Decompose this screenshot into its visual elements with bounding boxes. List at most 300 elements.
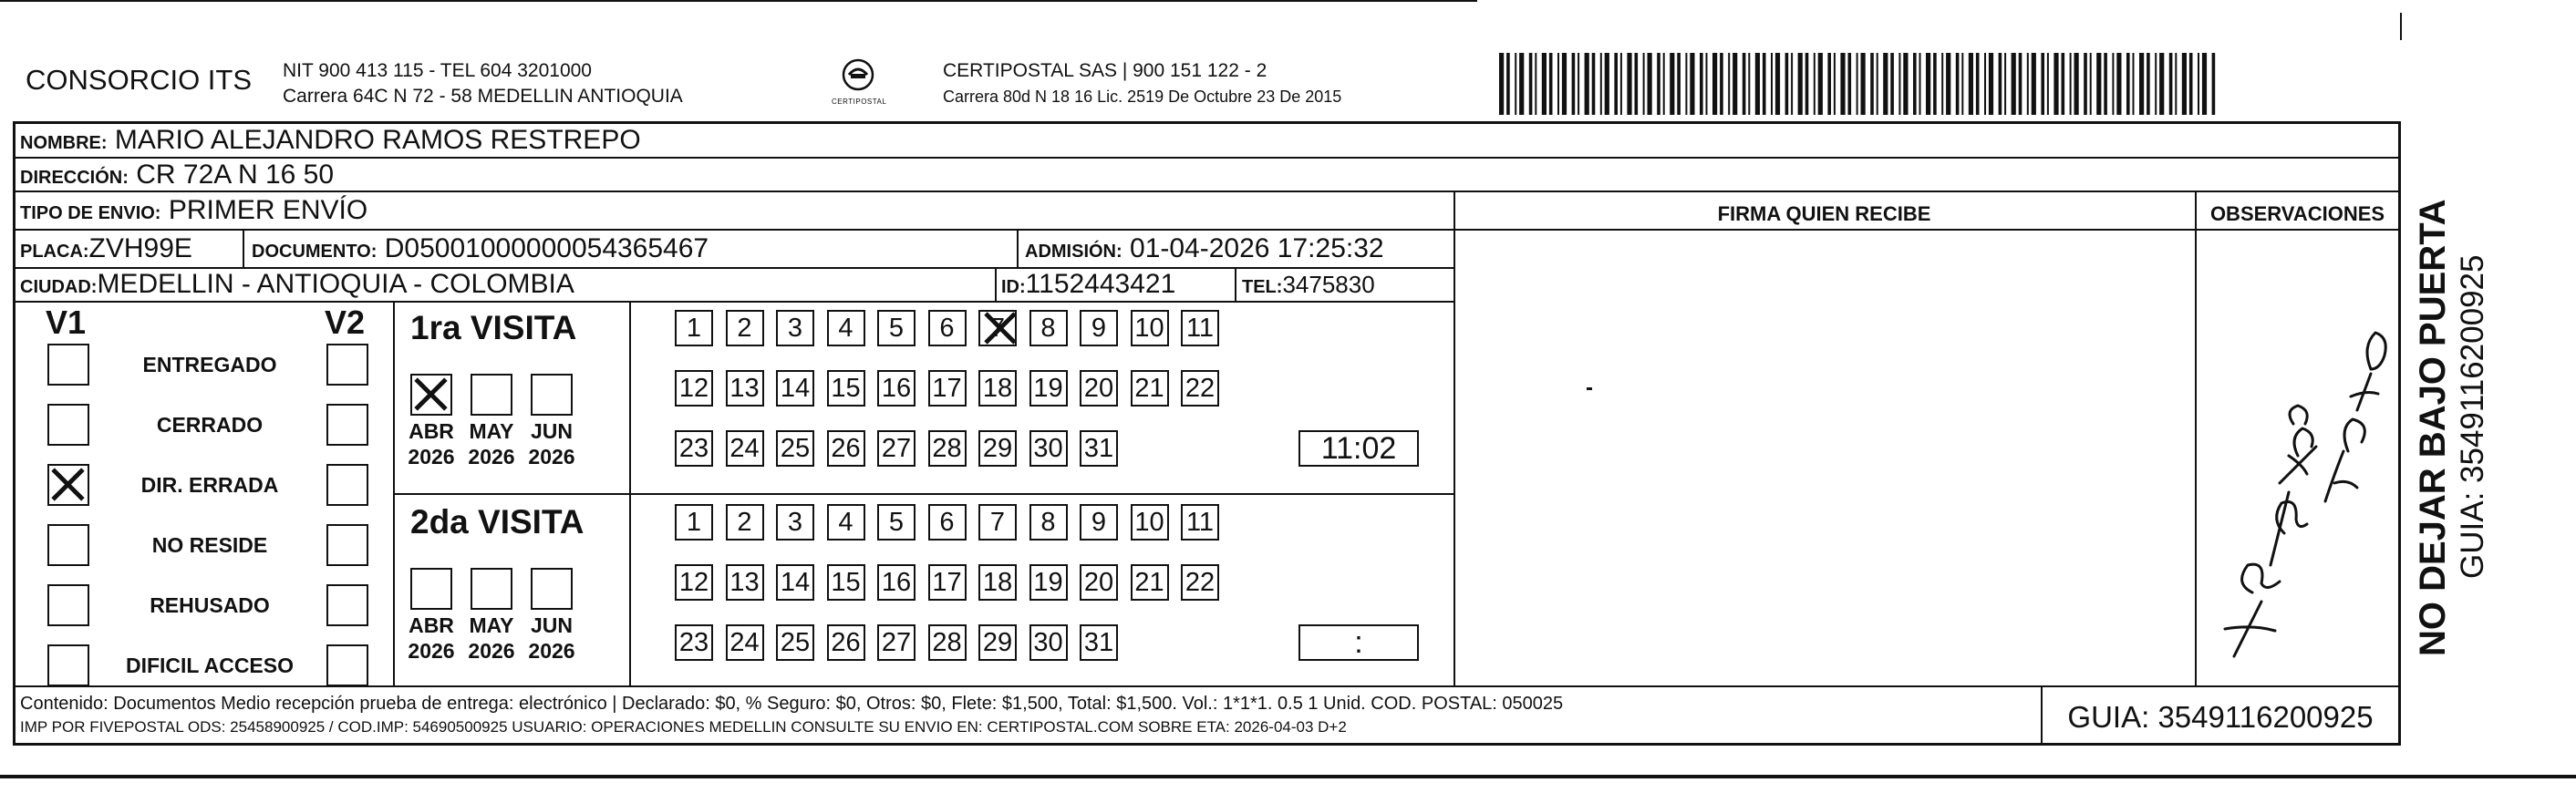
barcode-bar	[1926, 53, 1930, 115]
visit2-day-cell[interactable]	[726, 564, 764, 601]
barcode-bar	[1620, 53, 1622, 115]
type-label: TIPO DE ENVIO:	[20, 203, 161, 223]
visit2-day-cell[interactable]	[1029, 564, 1068, 601]
visit2-month-checkbox[interactable]	[410, 568, 452, 610]
visit1-day-cell[interactable]	[1029, 310, 1068, 346]
barcode-bar	[2074, 53, 2079, 115]
name-row	[20, 127, 641, 154]
visit2-day-cell[interactable]	[827, 624, 865, 661]
visit1-day-cell[interactable]	[928, 310, 967, 346]
barcode-bar	[1870, 53, 1874, 115]
visit2-day-number: 3	[787, 507, 803, 537]
barcode-bar	[1706, 53, 1708, 115]
plate-doc-rule	[243, 229, 244, 267]
side-guia: GUIA: 3549116200925	[2455, 254, 2490, 579]
visit1-visit2-rule	[393, 493, 1455, 495]
visit1-day-cell[interactable]	[1181, 310, 1219, 346]
bottom-border	[0, 775, 2576, 778]
barcode-bar	[2096, 53, 2101, 115]
barcode-bar	[1515, 53, 1516, 115]
visit2-month-label: ABR	[409, 613, 454, 637]
visit2-day-number: 2	[737, 507, 752, 537]
barcode-bar	[1677, 53, 1681, 115]
v1-checkbox[interactable]	[47, 524, 89, 566]
admission-label: ADMISIÓN:	[1025, 242, 1122, 262]
visit1-day-cell[interactable]	[1029, 430, 1068, 467]
visit2-day-number: 30	[1033, 627, 1063, 657]
visit1-day-number: 14	[780, 373, 811, 403]
visit2-day-number: 16	[881, 567, 912, 597]
barcode-bar	[2198, 53, 2199, 115]
barcode-bar	[1999, 53, 2002, 115]
visit2-time-box[interactable]: :	[1298, 624, 1419, 661]
visit2-day-cell[interactable]	[675, 504, 713, 541]
barcode-bar	[1506, 53, 1510, 115]
tel-value: 3475830	[1282, 271, 1375, 298]
barcode-bar	[1861, 53, 1866, 115]
nit-line: NIT 900 413 115 - TEL 604 3201000	[283, 60, 592, 81]
barcode-bar	[1961, 53, 1963, 115]
visit1-day-cell[interactable]	[726, 430, 764, 467]
v2-checkbox[interactable]	[326, 644, 368, 686]
visit1-day-cell[interactable]	[1131, 370, 1169, 407]
visit1-year-label: 2026	[528, 445, 575, 469]
visit2-day-number: 24	[729, 627, 760, 657]
barcode-bar	[1712, 53, 1717, 115]
license-line: Carrera 80d N 18 16 Lic. 2519 De Octubre 23 De 2015	[943, 88, 1342, 106]
barcode-bar	[2012, 53, 2016, 115]
barcode-bar	[1827, 53, 1831, 115]
visit1-day-number: 25	[780, 433, 811, 463]
x-mark-icon	[412, 376, 450, 413]
visit1-day-cell[interactable]	[675, 310, 713, 346]
visit2-day-number: 29	[982, 627, 1013, 657]
visit1-day-number: 15	[831, 373, 861, 403]
barcode-bar	[2090, 53, 2092, 115]
v2-checkbox[interactable]	[326, 584, 368, 626]
footer-content-line: Contenido: Documentos Medio recepción prueba de entrega: electrónico | Declarado: $0, % Seguro: $0, Otros: $0, Flete: $1,500, Total: $1,500. Vol.: 1*1*1. 0.5 1 Unid. COD. POSTAL: 050025	[20, 694, 1564, 714]
visit2-day-cell[interactable]	[928, 504, 967, 541]
visit1-day-cell[interactable]	[1181, 370, 1219, 407]
barcode-bar	[2104, 53, 2107, 115]
visit2-day-cell[interactable]	[1131, 504, 1169, 541]
visit1-day-cell[interactable]	[978, 370, 1017, 407]
visit2-day-cell[interactable]	[1080, 504, 1118, 541]
barcode-bar	[1890, 53, 1894, 115]
visit1-month-label: ABR	[409, 419, 454, 443]
v2-checkbox[interactable]	[326, 404, 368, 446]
visit2-day-number: 12	[678, 567, 709, 597]
visit2-year-label: 2026	[528, 639, 575, 663]
barcode-bar	[1848, 53, 1852, 115]
v2-checkbox[interactable]	[326, 344, 368, 386]
visit2-day-cell[interactable]	[827, 504, 865, 541]
barcode-bar	[1814, 53, 1816, 115]
barcode-bar	[1733, 53, 1737, 115]
visit1-day-number: 10	[1134, 313, 1164, 343]
visit2-day-cell[interactable]	[928, 564, 967, 601]
id-label: ID:	[1001, 277, 1026, 297]
city-label: CIUDAD:	[20, 277, 98, 297]
visit1-month-checkbox[interactable]	[471, 374, 512, 416]
barcode-bar	[1818, 53, 1823, 115]
visit1-day-cell[interactable]	[827, 310, 865, 346]
visit2-day-number: 13	[729, 567, 760, 597]
observations-left-rule	[2195, 191, 2197, 687]
barcode-bar	[2084, 53, 2087, 115]
barcode-bar	[1913, 53, 1917, 115]
x-mark-icon	[49, 466, 87, 503]
visit1-day-number: 8	[1040, 313, 1056, 343]
visit2-day-cell[interactable]	[776, 624, 814, 661]
id-tel-rule	[1235, 267, 1236, 301]
row-sep-1	[13, 157, 2400, 159]
barcode-bar	[1572, 53, 1576, 115]
barcode-bar	[2032, 53, 2036, 115]
visit1-day-number: 18	[982, 373, 1013, 403]
visit1-day-number: 28	[932, 433, 962, 463]
visit1-day-cell[interactable]	[1080, 430, 1118, 467]
barcode-bar	[2062, 53, 2065, 115]
barcode-bar	[2027, 53, 2029, 115]
admission-value: 01-04-2026 17:25:32	[1130, 233, 1384, 263]
visit2-day-cell[interactable]	[1029, 624, 1068, 661]
barcode-bar	[1834, 53, 1836, 115]
status-label: REHUSADO	[150, 593, 270, 617]
name-value: MARIO ALEJANDRO RAMOS RESTREPO	[114, 125, 641, 155]
visit2-day-cell[interactable]	[1029, 504, 1068, 541]
visit1-time-box[interactable]: 11:02	[1298, 430, 1419, 467]
v1-checkbox[interactable]	[47, 404, 89, 446]
visit2-day-cell[interactable]	[1131, 564, 1169, 601]
status-label: CERRADO	[156, 413, 264, 437]
visit1-day-number: 16	[881, 373, 912, 403]
visit2-day-cell[interactable]	[928, 624, 967, 661]
visit2-day-cell[interactable]	[827, 564, 865, 601]
visit2-day-number: 1	[686, 507, 702, 537]
v2-label: V2	[325, 304, 366, 341]
status-label: NO RESIDE	[151, 533, 268, 557]
visit1-day-cell[interactable]	[1131, 310, 1169, 346]
visit2-day-cell[interactable]	[1181, 504, 1219, 541]
visit1-month-label: JUN	[530, 419, 573, 443]
visit2-day-cell[interactable]	[726, 624, 764, 661]
visit1-day-number: 4	[838, 313, 853, 343]
visit1-year-label: 2026	[408, 445, 455, 469]
visit1-day-cell[interactable]	[877, 430, 916, 467]
plate-label: PLACA:	[20, 242, 89, 262]
visit1-day-number: 9	[1091, 313, 1107, 343]
barcode-bar	[1578, 53, 1579, 115]
visit1-day-cell[interactable]	[1080, 370, 1118, 407]
visit2-day-number: 4	[838, 507, 853, 537]
type-value: PRIMER ENVÍO	[168, 195, 368, 225]
visit1-day-cell[interactable]	[776, 310, 814, 346]
barcode-bar	[1585, 53, 1589, 115]
barcode-bar	[2155, 53, 2157, 115]
visit2-day-number: 17	[932, 567, 962, 597]
visit2-day-number: 22	[1185, 567, 1216, 597]
visit1-day-number: 13	[729, 373, 760, 403]
barcode	[1495, 53, 2225, 115]
barcode-bar	[1600, 53, 1602, 115]
visit2-day-number: 23	[678, 627, 709, 657]
certipostal-logo	[832, 57, 885, 106]
barcode-bar	[1614, 53, 1618, 115]
barcode-bar	[1663, 53, 1665, 115]
visit2-day-number: 6	[939, 507, 955, 537]
barcode-bar	[1519, 53, 1524, 115]
plate-field	[20, 235, 192, 263]
visit2-day-cell[interactable]	[978, 564, 1017, 601]
visit1-day-number: 20	[1083, 373, 1114, 403]
visit2-day-cell[interactable]	[877, 504, 916, 541]
doc-admission-rule	[1017, 229, 1019, 267]
visit2-day-number: 27	[881, 627, 912, 657]
v1-checkbox[interactable]	[47, 584, 89, 626]
barcode-bar	[2182, 53, 2187, 115]
tel-label: TEL:	[1242, 277, 1283, 297]
barcode-bar	[1748, 53, 1750, 115]
barcode-bar	[2054, 53, 2058, 115]
visit2-day-number: 8	[1040, 507, 1056, 537]
visit1-day-number: 31	[1083, 433, 1114, 463]
barcode-bar	[1648, 53, 1652, 115]
visit1-day-cell[interactable]	[877, 310, 916, 346]
guia-box: GUIA: 3549116200925	[2067, 700, 2374, 734]
visit2-day-number: 25	[780, 627, 811, 657]
top-right-tick	[2400, 13, 2402, 40]
barcode-bar	[2126, 53, 2130, 115]
visit1-day-cell[interactable]	[1080, 310, 1118, 346]
visit1-month-checkbox[interactable]	[410, 374, 452, 416]
status-label: ENTREGADO	[142, 353, 277, 376]
visit2-title: 2da VISITA	[410, 503, 585, 541]
logo-text: CERTIPOSTAL	[832, 98, 887, 106]
row-sep-5	[13, 301, 1455, 303]
signature-dot	[1587, 387, 1592, 390]
visit1-day-number: 22	[1185, 373, 1216, 403]
visit1-day-cell[interactable]	[827, 430, 865, 467]
barcode-bar	[1529, 53, 1533, 115]
visit1-day-number: 17	[932, 373, 962, 403]
carrier-line: CERTIPOSTAL SAS | 900 151 122 - 2	[943, 60, 1267, 81]
visit1-day-cell[interactable]	[675, 430, 713, 467]
visit1-day-cell[interactable]	[726, 310, 764, 346]
form-top-rule	[13, 121, 2400, 124]
visit2-day-number: 10	[1134, 507, 1164, 537]
visit2-day-cell[interactable]	[1080, 564, 1118, 601]
barcode-bar	[2175, 53, 2177, 115]
visit1-month-checkbox[interactable]	[531, 374, 573, 416]
barcode-bar	[1919, 53, 1921, 115]
visit1-day-number: 12	[678, 373, 709, 403]
barcode-bar	[1933, 53, 1937, 115]
barcode-bar	[1720, 53, 1723, 115]
visit2-month-label: JUN	[530, 613, 573, 637]
visit1-title: 1ra VISITA	[410, 309, 577, 346]
row-sep-2	[13, 191, 2400, 192]
visit2-day-number: 19	[1033, 567, 1063, 597]
side-warning: NO DEJAR BAJO PUERTA	[2413, 199, 2453, 656]
barcode-bar	[1557, 53, 1559, 115]
barcode-bar	[1969, 53, 1973, 115]
barcode-bar	[2139, 53, 2144, 115]
visit1-day-cell[interactable]	[978, 310, 1017, 346]
visit1-day-number: 19	[1033, 373, 1063, 403]
visit2-month-checkbox[interactable]	[531, 568, 573, 610]
visit2-month-checkbox[interactable]	[471, 568, 512, 610]
barcode-bar	[1877, 53, 1878, 115]
visit2-year-label: 2026	[408, 639, 455, 663]
visit1-day-cell[interactable]	[877, 370, 916, 407]
visit1-day-cell[interactable]	[928, 370, 967, 407]
v1-label: V1	[46, 304, 87, 341]
visit1-day-cell[interactable]	[776, 430, 814, 467]
barcode-bar	[1549, 53, 1553, 115]
visit1-day-cell[interactable]	[1029, 370, 1068, 407]
barcode-graphic	[1495, 53, 2225, 115]
visit2-day-cell[interactable]	[978, 504, 1017, 541]
address-label: DIRECCIÓN:	[20, 168, 129, 188]
visit1-day-cell[interactable]	[776, 370, 814, 407]
barcode-bar	[1542, 53, 1547, 115]
visit2-day-cell[interactable]	[978, 624, 1017, 661]
barcode-bar	[1690, 53, 1694, 115]
barcode-bar	[2041, 53, 2044, 115]
barcode-bar	[1763, 53, 1766, 115]
barcode-bar	[1627, 53, 1631, 115]
barcode-bar	[2212, 53, 2216, 115]
visit1-month-label: MAY	[469, 419, 514, 443]
barcode-bar	[1785, 53, 1789, 115]
form-bottom-rule	[13, 743, 2401, 746]
barcode-bar	[2202, 53, 2207, 115]
visit1-day-number: 11	[1185, 313, 1215, 343]
visit1-day-number: 30	[1033, 433, 1063, 463]
barcode-bar	[1956, 53, 1960, 115]
visit1-day-cell[interactable]	[978, 430, 1017, 467]
signature-header: FIRMA QUIEN RECIBE	[1717, 202, 1931, 225]
visit2-day-cell[interactable]	[877, 564, 916, 601]
barcode-bar	[1657, 53, 1660, 115]
visit1-day-cell[interactable]	[928, 430, 967, 467]
barcode-bar	[1755, 53, 1760, 115]
visit2-day-number: 15	[831, 567, 861, 597]
barcode-bar	[1989, 53, 1993, 115]
barcode-bar	[1984, 53, 1986, 115]
visit2-day-number: 31	[1083, 627, 1114, 657]
barcode-bar	[1605, 53, 1609, 115]
barcode-bar	[1499, 53, 1504, 115]
city-value: MEDELLIN - ANTIOQUIA - COLOMBIA	[97, 269, 574, 299]
visit1-day-number: 21	[1134, 373, 1164, 403]
barcode-bar	[1771, 53, 1773, 115]
barcode-bar	[1898, 53, 1900, 115]
admission-field	[1025, 235, 1384, 263]
address-row	[20, 161, 334, 189]
barcode-bar	[1946, 53, 1950, 115]
visit2-day-cell[interactable]	[776, 504, 814, 541]
v1-checkbox[interactable]	[47, 464, 89, 506]
visit1-day-number: 27	[881, 433, 912, 463]
v2-checkbox[interactable]	[326, 464, 368, 506]
visit1-year-label: 2026	[468, 445, 515, 469]
visit2-day-number: 9	[1091, 507, 1107, 537]
form-left-rule	[13, 121, 16, 746]
visit2-day-number: 5	[888, 507, 905, 537]
visit2-day-cell[interactable]	[675, 564, 713, 601]
barcode-bar	[1857, 53, 1858, 115]
visit2-day-cell[interactable]	[776, 564, 814, 601]
barcode-bar	[1700, 53, 1703, 115]
v1-checkbox[interactable]	[47, 644, 89, 686]
document-field	[252, 235, 709, 263]
barcode-bar	[2116, 53, 2121, 115]
visit1-day-number: 24	[729, 433, 760, 463]
tel-field	[1242, 271, 1375, 298]
barcode-bar	[1791, 53, 1793, 115]
visit1-day-number: 5	[888, 313, 905, 343]
visit1-day-cell[interactable]	[675, 370, 713, 407]
v2-checkbox[interactable]	[326, 524, 368, 566]
handwritten-observation	[2198, 292, 2398, 684]
name-label: NOMBRE:	[20, 133, 108, 153]
status-label: DIR. ERRADA	[140, 473, 279, 497]
visit2-day-cell[interactable]	[1181, 564, 1219, 601]
visit1-day-cell[interactable]	[726, 370, 764, 407]
visit1-day-number: 6	[939, 313, 955, 343]
logo-mark-icon	[840, 57, 876, 93]
visit2-day-number: 14	[780, 567, 811, 597]
barcode-bar	[1562, 53, 1567, 115]
footer-imp-line: IMP POR FIVEPOSTAL ODS: 25458900925 / COD.IMP: 54690500925 USUARIO: OPERACIONES MEDELLIN CONSULTE SU ENVIO EN: CERTIPOSTAL.COM SOBRE ETA: 2026-04-03 D+2	[20, 718, 1347, 736]
id-field	[1001, 271, 1175, 298]
barcode-bar	[2159, 53, 2164, 115]
visit1-day-cell[interactable]	[827, 370, 865, 407]
plate-value: ZVH99E	[88, 233, 192, 263]
top-border	[0, 0, 1477, 2]
visit1-day-number: 2	[737, 313, 752, 343]
barcode-bar	[1685, 53, 1687, 115]
visit1-day-number: 23	[678, 433, 709, 463]
document-label: DOCUMENTO:	[252, 242, 378, 262]
barcode-bar	[2189, 53, 2193, 115]
barcode-bar	[2070, 53, 2072, 115]
visit2-day-number: 21	[1134, 567, 1164, 597]
barcode-bar	[1798, 53, 1803, 115]
visit1-day-number: 26	[831, 433, 861, 463]
visit2-day-cell[interactable]	[675, 624, 713, 661]
barcode-bar	[1728, 53, 1730, 115]
address-value: CR 72A N 16 50	[136, 160, 335, 190]
v1-checkbox[interactable]	[47, 344, 89, 386]
form-right-rule	[2398, 121, 2401, 746]
visit2-day-cell[interactable]	[877, 624, 916, 661]
barcode-bar	[1592, 53, 1596, 115]
visit2-year-label: 2026	[468, 639, 515, 663]
barcode-bar	[1670, 53, 1674, 115]
visit2-month-label: MAY	[469, 613, 514, 637]
visit2-day-cell[interactable]	[726, 504, 764, 541]
visit1-day-number: 3	[787, 313, 803, 343]
barcode-bar	[1976, 53, 1980, 115]
visit2-day-number: 11	[1185, 507, 1215, 537]
barcode-bar	[1840, 53, 1845, 115]
type-row	[20, 197, 367, 224]
visit2-day-cell[interactable]	[1080, 624, 1118, 661]
barcode-bar	[1883, 53, 1888, 115]
